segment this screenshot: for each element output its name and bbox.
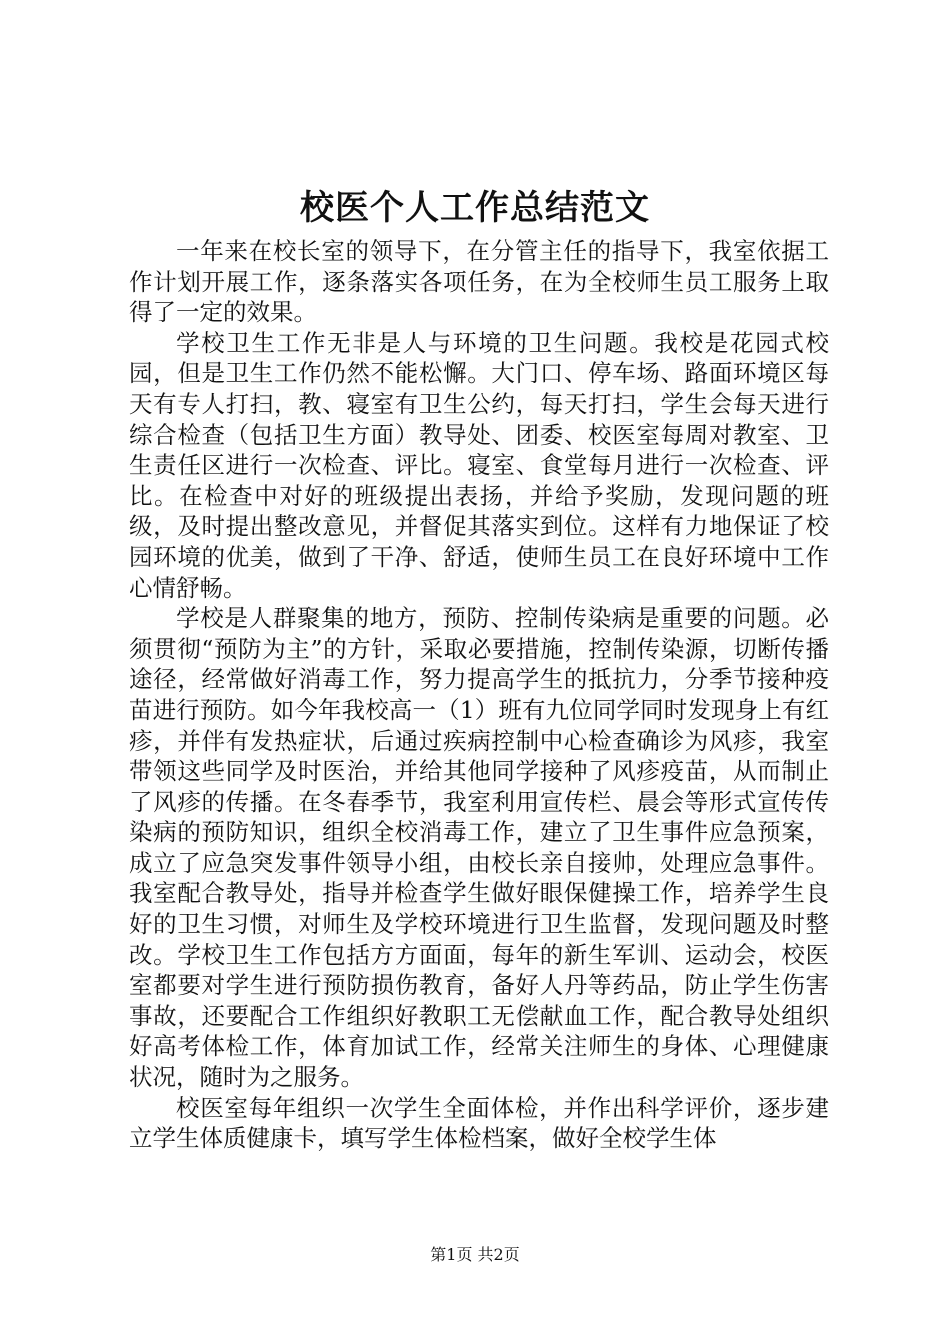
paragraph-disease-prevention: 学校是人群聚集的地方，预防、控制传染病是重要的问题。必须贯彻“预防为主”的方针，采取必要措施，控制传染源，切断传播途径，经常做好消毒工作，努力提高学生的抵抗力，分季节接种疫苗进行预防。如今年我校高一（1）班有九位同学同时发现身上有红疹，并伴有发热症状，后通过疾病控制中心检查确诊为风疹，我室带领这些同学及时医治，并给其他同学接种了风疹疫苗，从而制止了风疹的传播。在冬春季节，我室利用宣传栏、晨会等形式宣传传染病的预防知识，组织全校消毒工作，建立了卫生事件应急预案，成立了应急突发事件领导小组，由校长亲自接帅，处理应急事件。我室配合教导处，指导并检查学生做好眼保健操工作，培养学生良好的卫生习惯，对师生及学校环境进行卫生监督，发现问题及时整改。学校卫生工作包括方方面面，每年的新生军训、运动会，校医室都要对学生进行预防损伤教育，备好人丹等药品，防止学生伤害事故，还要配合工作组织好教职工无偿献血工作，配合教导处组织好高考体检工作，体育加试工作，经常关注师生的身体、心理健康状况，随时为之服务。 (129, 604, 829, 1092)
paragraph-intro: 一年来在校长室的领导下，在分管主任的指导下，我室依据工作计划开展工作，逐条落实各项任务，在为全校师生员工服务上取得了一定的效果。 (129, 237, 829, 327)
document-title: 校医个人工作总结范文 (300, 188, 650, 228)
paragraph-hygiene: 学校卫生工作无非是人与环境的卫生问题。我校是花园式校园，但是卫生工作仍然不能松懈。大门口、停车场、路面环境区每天有专人打扫，教、寝室有卫生公约，每天打扫，学生会每天进行综合检查（包括卫生方面）教导处、团委、校医室每周对教室、卫生责任区进行一次检查、评比。寝室、食堂每月进行一次检查、评比。在检查中对好的班级提出表扬，并给予奖励，发现问题的班级，及时提出整改意见，并督促其落实到位。这样有力地保证了校园环境的优美，做到了干净、舒适，使师生员工在良好环境中工作心情舒畅。 (129, 328, 829, 602)
document-body (129, 236, 829, 1154)
paragraph-health-check: 校医室每年组织一次学生全面体检，并作出科学评价，逐步建立学生体质健康卡，填写学生体检档案，做好全校学生体 (129, 1093, 829, 1153)
page-number-footer: 第1页 共2页 (430, 1245, 520, 1264)
